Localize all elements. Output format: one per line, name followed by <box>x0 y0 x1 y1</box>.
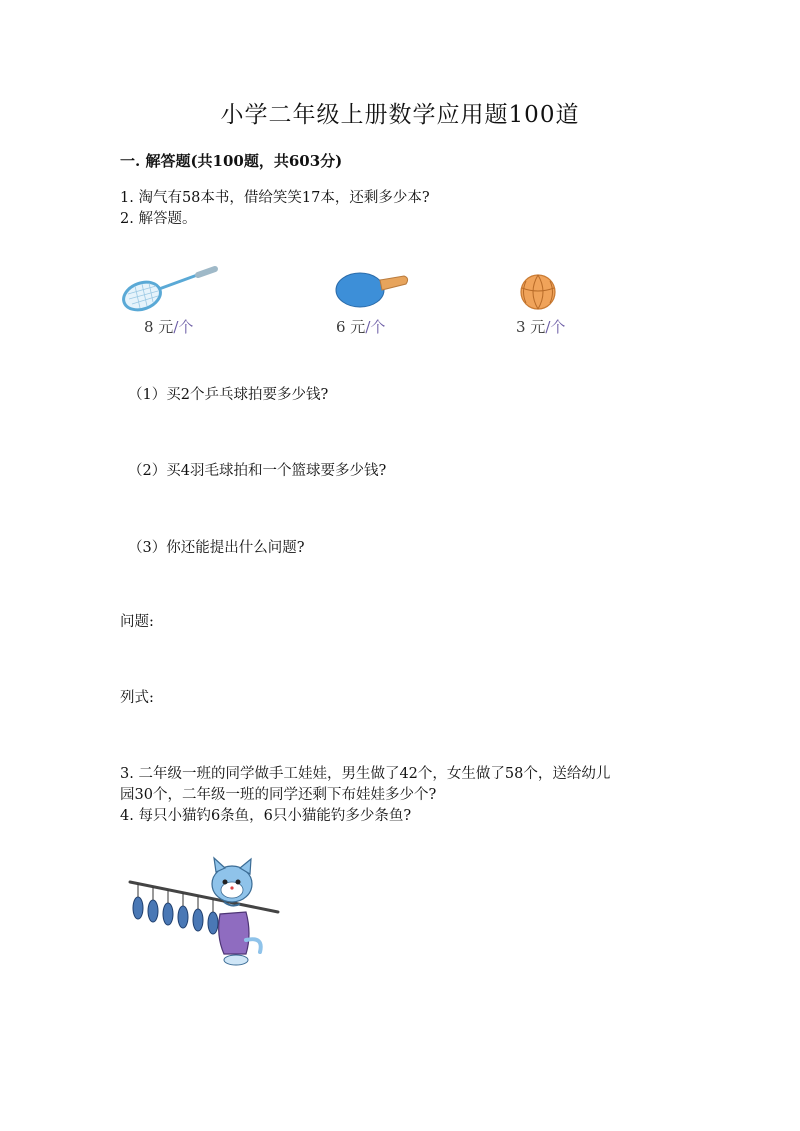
badminton-racket-icon <box>120 264 220 314</box>
price-basketball: 3 元/个 <box>516 318 566 336</box>
question-3-line-1: 3. 二年级一班的同学做手工娃娃，男生做了42个，女生做了58个，送给幼儿 <box>120 766 611 782</box>
question-2-part-3: （3）你还能提出什么问题? <box>128 540 305 556</box>
cat-carrying-fish-icon <box>128 856 280 968</box>
question-2-part-2: （2）买4羽毛球拍和一个篮球要多少钱? <box>128 463 387 479</box>
question-2-part-1: （1）买2个乒乓球拍要多少钱? <box>128 387 329 403</box>
label-question: 问题: <box>120 614 154 630</box>
page-title: 小学二年级上册数学应用题100道 <box>220 102 580 128</box>
question-2: 2. 解答题。 <box>120 211 197 227</box>
section-heading: 一. 解答题(共100题，共603分) <box>120 152 343 170</box>
price-ping-pong-paddle: 6 元/个 <box>336 318 386 336</box>
question-1: 1. 淘气有58本书，借给笑笑17本，还剩多少本? <box>120 190 430 206</box>
price-badminton-racket: 8 元/个 <box>144 318 194 336</box>
question-3-line-2: 园30个，二年级一班的同学还剩下布娃娃多少个? <box>120 787 437 803</box>
label-formula: 列式: <box>120 690 154 706</box>
question-4: 4. 每只小猫钓6条鱼，6只小猫能钓多少条鱼? <box>120 808 412 824</box>
ping-pong-paddle-icon <box>332 268 412 312</box>
basketball-icon <box>518 272 560 312</box>
